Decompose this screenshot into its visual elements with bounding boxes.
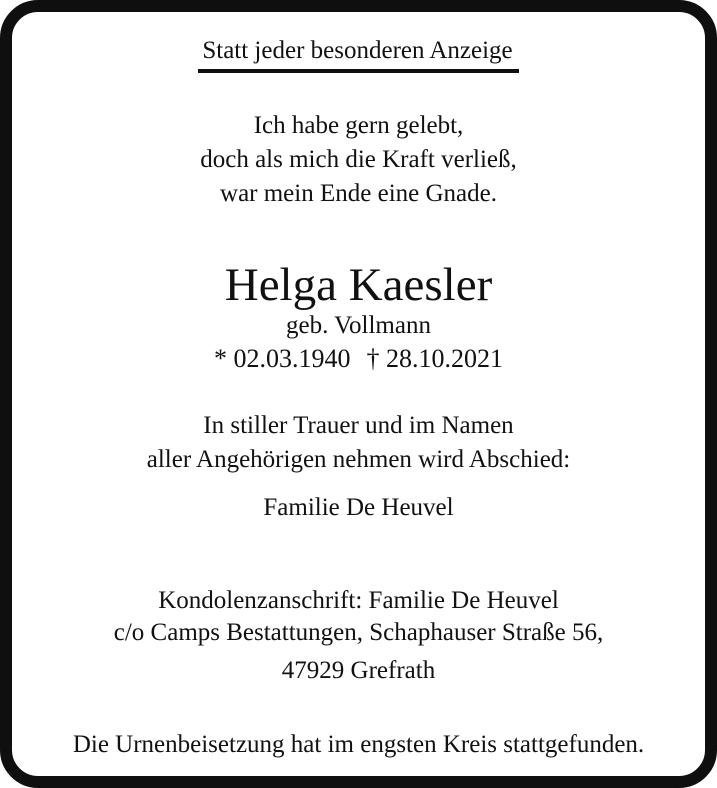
notice-header-row xyxy=(12,36,705,73)
condolence-line-2: c/o Camps Bestattungen, Schaphauser Straße 56, xyxy=(113,619,604,646)
mourning-line-2: aller Angehörigen nehmen wird Abschied: xyxy=(146,446,571,473)
death-symbol: † xyxy=(366,344,380,373)
life-dates xyxy=(12,343,705,375)
birth-symbol: * xyxy=(214,344,227,373)
verse-line-3: war mein Ende eine Gnade. xyxy=(220,180,497,207)
mourning-statement xyxy=(12,409,705,477)
mourning-line-1: In stiller Trauer und im Namen xyxy=(203,412,514,439)
death-date: 28.10.2021 xyxy=(386,344,503,373)
family-name: Familie De Heuvel xyxy=(263,494,454,521)
condolence-line-1: Kondolenzanschrift: Familie De Heuvel xyxy=(158,587,559,614)
memorial-verse xyxy=(12,109,705,211)
verse-line-2: doch als mich die Kraft verließ, xyxy=(200,146,517,173)
notice-header: Statt jeder besonderen Anzeige xyxy=(198,36,518,73)
deceased-name: Helga Kaesler xyxy=(224,259,493,311)
burial-statement: Die Urnenbeisetzung hat im engsten Kreis stattgefunden. xyxy=(72,731,645,758)
maiden-name: geb. Vollmann xyxy=(286,312,431,339)
verse-line-1: Ich habe gern gelebt, xyxy=(253,112,464,139)
condolence-city: 47929 Grefrath xyxy=(281,657,436,684)
condolence-address xyxy=(12,585,705,649)
birth-date: 02.03.1940 xyxy=(233,344,351,373)
